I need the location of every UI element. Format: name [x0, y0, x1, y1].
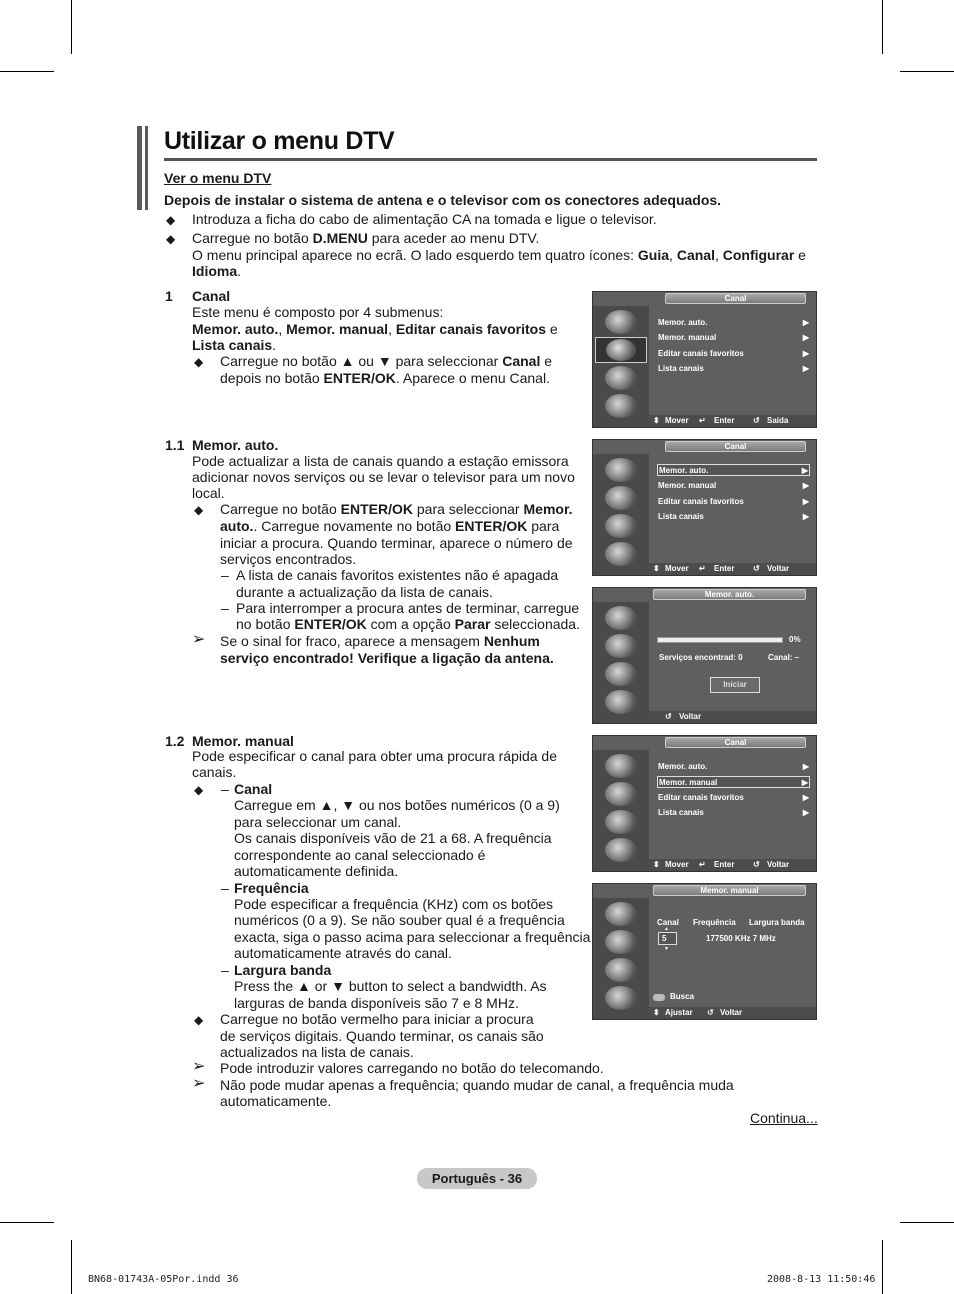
text-line: Carregue em ▲, ▼ ou nos botões numéricos (0 a 9): [234, 797, 560, 813]
text-line: Pode introduzir valores carregando no botão do telecomando.: [220, 1060, 604, 1076]
screen-sidebar: [593, 602, 649, 723]
text-line: numéricos (0 a 9). Se não souber qual é a frequência: [234, 912, 565, 928]
text-line: depois no botão ENTER/OK. Aparece o menu Canal.: [220, 370, 550, 386]
section-title: Memor. auto.: [192, 437, 279, 453]
bullet-diamond: ◆: [194, 783, 204, 797]
section-heading: Ver o menu DTV: [164, 170, 272, 186]
bullet-text: Introduza a ficha do cabo de alimentação CA na tomada e ligue o televisor.: [192, 211, 657, 227]
section-title: Memor. manual: [192, 733, 294, 749]
title-bar-accent: [145, 126, 148, 210]
text-line: exacta, siga o passo acima para seleccionar a frequência: [234, 929, 591, 945]
return-icon: ↺: [753, 860, 760, 869]
page-title: Utilizar o menu DTV: [164, 127, 395, 155]
text-line: adicionar novos serviços ou se levar o televisor para um novo: [192, 469, 575, 485]
menu-item-lista-canais[interactable]: Lista canais ▶: [658, 512, 809, 521]
return-icon: ↺: [707, 1008, 714, 1017]
text-line: Para interromper a procura antes de terminar, carregue: [236, 600, 580, 616]
screen-title: Canal: [665, 737, 806, 748]
intro-text: Depois de instalar o sistema de antena e o televisor com os conectores adequados.: [164, 192, 722, 208]
text-line: local.: [192, 485, 225, 501]
screen-footer: ⬍ Mover ↵ Enter ↺ Voltar: [649, 563, 816, 575]
slug-date: 2008-8-13 11:50:46: [767, 1274, 876, 1285]
guide-icon: [605, 606, 637, 630]
text-line: serviço encontrado! Verifique a ligação da antena.: [220, 650, 554, 666]
note-arrow-icon: ➢: [192, 1075, 206, 1092]
bullet-diamond: ◆: [194, 355, 204, 369]
frequency-value: 177500 KHz 7 MHz: [706, 934, 776, 943]
guide-icon: [605, 458, 637, 482]
dash: –: [221, 567, 229, 583]
channel-icon: [595, 337, 647, 363]
text-line: Carregue no botão ▲ ou ▼ para seleccionar Canal e: [220, 353, 553, 369]
arrow-right-icon: ▶: [802, 808, 809, 817]
text-line: Lista canais.: [192, 337, 277, 353]
text-line: Carregue no botão vermelho para iniciar a procura: [220, 1011, 534, 1027]
crop-mark: [900, 71, 954, 72]
text-line: auto.. Carregue novamente no botão ENTER/OK para: [220, 518, 560, 534]
move-icon: ⬍: [653, 564, 660, 573]
channel-icon: [605, 486, 637, 510]
menu-item-memor-manual[interactable]: Memor. manual ▶: [658, 481, 809, 490]
bullet-diamond: ◆: [194, 503, 204, 517]
enter-icon: ↵: [699, 564, 706, 573]
channel-icon: [605, 634, 637, 658]
enter-icon: ↵: [699, 416, 706, 425]
arrow-right-icon: ▶: [802, 318, 809, 327]
menu-item-memor-auto[interactable]: Memor. auto. ▶: [658, 318, 809, 327]
column-largura: Largura banda: [749, 918, 805, 927]
text-line: iniciar a procura. Quando terminar, aparece o número de: [220, 535, 573, 551]
red-button-icon: [653, 994, 665, 1001]
text-line: Frequência: [234, 880, 309, 896]
screen-footer: ↺ Voltar: [649, 711, 816, 723]
bullet-diamond: ◆: [166, 232, 176, 246]
text-line: Press the ▲ or ▼ button to select a bandwidth. As: [234, 978, 547, 994]
arrow-right-icon: ▶: [802, 762, 809, 771]
arrow-right-icon: ▶: [802, 512, 809, 521]
note-arrow-icon: ➢: [192, 631, 206, 648]
text-line: Se o sinal for fraco, aparece a mensagem Nenhum: [220, 633, 540, 649]
screen-sidebar: [593, 454, 649, 575]
text-line: para seleccionar um canal.: [234, 814, 402, 830]
slug-file: BN68-01743A-05Por.indd 36: [88, 1274, 239, 1285]
text-line: Este menu é composto por 4 submenus:: [192, 304, 444, 320]
text-line: Pode actualizar a lista de canais quando a estação emissora: [192, 453, 569, 469]
language-icon: [605, 986, 637, 1010]
continue-link[interactable]: Continua...: [750, 1110, 818, 1126]
arrow-right-icon: ▶: [802, 793, 809, 802]
bullet-text: Idioma.: [192, 263, 242, 279]
crop-mark: [71, 0, 72, 54]
crop-mark: [0, 1222, 54, 1223]
tv-screen-canal-auto: [592, 439, 817, 576]
screen-sidebar: [593, 898, 649, 1019]
start-button[interactable]: Iniciar: [710, 677, 760, 693]
text-line: Não pode mudar apenas a frequência; quando mudar de canal, a frequência muda: [220, 1077, 734, 1093]
screen-title: Canal: [665, 293, 806, 304]
move-icon: ⬍: [653, 860, 660, 869]
channel-input[interactable]: 5: [658, 932, 677, 945]
language-icon: [605, 394, 637, 418]
tv-screen-canal-manual: [592, 735, 817, 872]
bullet-diamond: ◆: [166, 213, 176, 227]
section-number: 1: [165, 288, 173, 304]
menu-item-lista-canais[interactable]: Lista canais ▶: [658, 364, 809, 373]
screen-sidebar: [593, 750, 649, 871]
arrow-right-icon: ▶: [802, 497, 809, 506]
screen-footer: ⬍ Mover ↵ Enter ↺ Voltar: [649, 859, 816, 871]
up-arrow-icon: ▲: [664, 926, 669, 932]
section-title: Canal: [192, 288, 231, 304]
setup-icon: [605, 810, 637, 834]
screen-title: Memor. manual: [653, 885, 806, 896]
column-frequencia: Frequência: [693, 918, 736, 927]
text-line: automaticamente definida.: [234, 863, 399, 879]
return-icon: ↺: [753, 416, 760, 425]
text-line: larguras de banda disponíveis são 7 e 8 MHz.: [234, 995, 519, 1011]
text-line: serviços encontrados.: [220, 551, 357, 567]
setup-icon: [605, 662, 637, 686]
bullet-text: Carregue no botão D.MENU para aceder ao menu DTV.: [192, 230, 540, 246]
title-rule: [164, 158, 817, 161]
down-arrow-icon: ▼: [664, 946, 669, 952]
dash: –: [221, 781, 229, 797]
crop-mark: [900, 1222, 954, 1223]
menu-item-memor-manual[interactable]: Memor. manual ▶: [659, 778, 808, 787]
menu-item-lista-canais[interactable]: Lista canais ▶: [658, 808, 809, 817]
menu-item-editar-favoritos[interactable]: Editar canais favoritos ▶: [658, 497, 809, 506]
crop-mark: [71, 1240, 72, 1294]
setup-icon: [605, 366, 637, 390]
dash: –: [221, 962, 229, 978]
text-line: Canal: [234, 781, 273, 797]
enter-icon: ↵: [699, 860, 706, 869]
channel-icon: [605, 930, 637, 954]
text-line: de serviços digitais. Quando terminar, os canais são: [220, 1028, 544, 1044]
language-icon: [605, 838, 637, 862]
guide-icon: [605, 754, 637, 778]
progress-percent: 0%: [789, 635, 801, 644]
column-canal: Canal: [657, 918, 679, 927]
text-line: automaticamente.: [220, 1093, 332, 1109]
text-line: Carregue no botão ENTER/OK para seleccionar Memor.: [220, 501, 573, 517]
title-bar-accent: [137, 126, 142, 210]
guide-icon: [605, 902, 637, 926]
return-icon: ↺: [665, 712, 672, 721]
text-line: automaticamente através do canal.: [234, 945, 452, 961]
screen-sidebar: [593, 306, 649, 427]
text-line: correspondente ao canal seleccionado é: [234, 847, 486, 863]
move-icon: ⬍: [653, 416, 660, 425]
bullet-diamond: ◆: [194, 1013, 204, 1027]
tv-screen-memor-manual: [592, 883, 817, 1020]
arrow-right-icon: ▶: [801, 778, 808, 787]
arrow-right-icon: ▶: [802, 349, 809, 358]
page-number-badge: Português - 36: [417, 1168, 537, 1189]
text-line: Largura banda: [234, 962, 332, 978]
text-line: durante a actualização da lista de canais.: [236, 584, 493, 600]
arrow-right-icon: ▶: [801, 466, 808, 475]
screen-title: Memor. auto.: [653, 589, 806, 600]
setup-icon: [605, 958, 637, 982]
menu-item-editar-favoritos[interactable]: Editar canais favoritos ▶: [658, 349, 809, 358]
menu-item-editar-favoritos[interactable]: Editar canais favoritos ▶: [658, 793, 809, 802]
channel-icon: [605, 782, 637, 806]
tv-screen-canal: [592, 291, 817, 428]
text-line: actualizados na lista de canais.: [220, 1044, 414, 1060]
text-line: A lista de canais favoritos existentes não é apagada: [236, 567, 559, 583]
note-arrow-icon: ➢: [192, 1058, 206, 1075]
language-icon: [605, 690, 637, 714]
tv-screen-memor-auto: [592, 587, 817, 724]
arrow-right-icon: ▶: [802, 481, 809, 490]
arrow-right-icon: ▶: [802, 333, 809, 342]
crop-mark: [882, 0, 883, 54]
bullet-text: O menu principal aparece no ecrã. O lado esquerdo tem quatro ícones: Guia, Canal, Configurar e: [192, 247, 806, 263]
text-line: no botão ENTER/OK com a opção Parar seleccionada.: [236, 616, 580, 632]
section-number: 1.2: [165, 733, 185, 749]
screen-footer: ⬍ Ajustar ↺ Voltar: [649, 1007, 816, 1019]
text-line: Pode especificar a frequência (KHz) com os botões: [234, 896, 554, 912]
screen-title: Canal: [665, 441, 806, 452]
language-icon: [605, 542, 637, 566]
crop-mark: [0, 71, 54, 72]
menu-item-memor-auto[interactable]: Memor. auto. ▶: [659, 466, 808, 475]
text-line: Os canais disponíveis vão de 21 a 68. A frequência: [234, 830, 552, 846]
adjust-icon: ⬍: [653, 1008, 660, 1017]
return-icon: ↺: [753, 564, 760, 573]
arrow-right-icon: ▶: [802, 364, 809, 373]
text-line: Memor. auto., Memor. manual, Editar canais favoritos e: [192, 321, 558, 337]
menu-item-memor-auto[interactable]: Memor. auto. ▶: [658, 762, 809, 771]
guide-icon: [605, 310, 637, 334]
dash: –: [221, 600, 229, 616]
setup-icon: [605, 514, 637, 538]
section-number: 1.1: [165, 437, 185, 453]
search-label: Busca: [670, 992, 695, 1001]
screen-footer: ⬍ Mover ↵ Enter ↺ Saída: [649, 415, 816, 427]
services-found: Serviços encontrad: 0: [659, 653, 743, 662]
crop-mark: [882, 1240, 883, 1294]
text-line: canais.: [192, 764, 237, 780]
dash: –: [221, 880, 229, 896]
menu-item-memor-manual[interactable]: Memor. manual ▶: [658, 333, 809, 342]
channel-value: Canal: –: [768, 653, 800, 662]
text-line: Pode especificar o canal para obter uma procura rápida de: [192, 748, 557, 764]
progress-bar: [657, 637, 783, 643]
